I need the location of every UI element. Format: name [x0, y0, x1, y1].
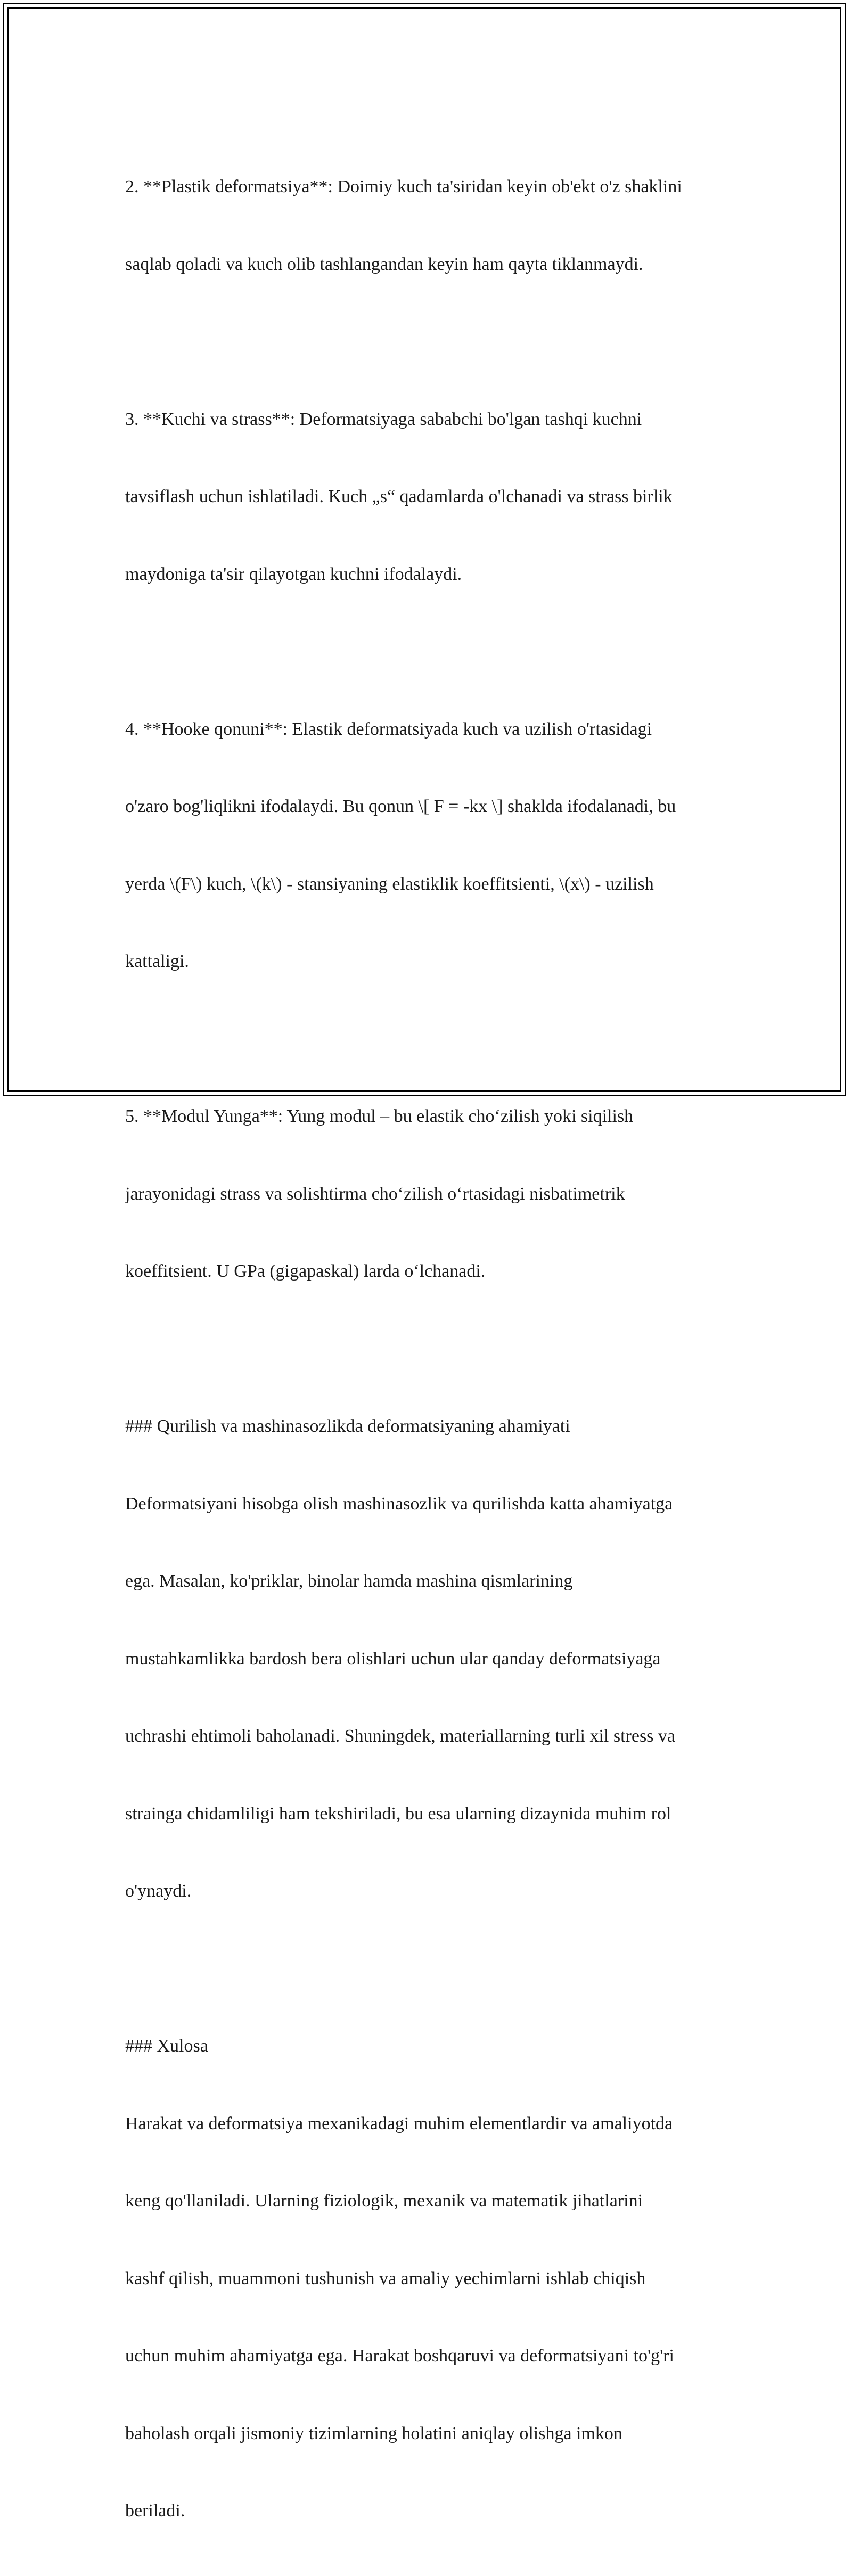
- text-line: 2. **Plastik deformatsiya**: Doimiy kuch ta'siridan keyin ob'ekt o'z shaklini: [125, 177, 682, 196]
- text-line: o'zaro bog'liqlikni ifodalaydi. Bu qonun \[ F = -kx \] shaklda ifodalanadi, bu: [125, 797, 676, 816]
- text-line: keng qo'llaniladi. Ularning fiziologik, mexanik va matematik jihatlarini: [125, 2191, 643, 2211]
- paragraph-hooke-law: [125, 665, 732, 1027]
- paragraph-force-and-stress: [125, 355, 732, 639]
- text-line: beriladi.: [125, 2501, 185, 2521]
- text-line: saqlab qoladi va kuch olib tashlangandan keyin ham qayta tiklanmaydi.: [125, 254, 643, 274]
- section-heading: ### Xulosa: [125, 2036, 208, 2056]
- paragraph-young-modulus: [125, 1052, 732, 1336]
- text-line: yerda \(F\) kuch, \(k\) - stansiyaning elastiklik koeffitsienti, \(x\) - uzilish: [125, 874, 654, 894]
- text-line: kattaligi.: [125, 951, 189, 971]
- text-line: strainga chidamliligi ham tekshiriladi, bu esa ularning dizaynida muhim rol: [125, 1803, 671, 1824]
- paragraph-conclusion-section: [125, 1982, 732, 2576]
- text-line: koeffitsient. U GPa (gigapaskal) larda o‘lchanadi.: [125, 1261, 486, 1281]
- text-line: ega. Masalan, ko'priklar, binolar hamda mashina qismlarining: [125, 1571, 573, 1591]
- text-line: jarayonidagi strass va solishtirma cho‘zilish o‘rtasidagi nisbatimetrik: [125, 1184, 625, 1204]
- text-line: 4. **Hooke qonuni**: Elastik deformatsiyada kuch va uzilish o'rtasidagi: [125, 719, 652, 739]
- paragraph-importance-section: [125, 1362, 732, 1956]
- text-line: 5. **Modul Yunga**: Yung modul – bu elastik cho‘zilish yoki siqilish: [125, 1106, 634, 1126]
- paragraph-plastic-deformation: [125, 122, 732, 329]
- text-line: baholash orqali jismoniy tizimlarning holatini aniqlay olishga imkon: [125, 2423, 622, 2443]
- text-line: kashf qilish, muammoni tushunish va amaliy yechimlarni ishlab chiqish: [125, 2268, 646, 2288]
- section-heading: ### Qurilish va mashinasozlikda deformatsiyaning ahamiyati: [125, 1416, 570, 1436]
- text-line: Harakat va deformatsiya mexanikadagi muhim elementlardir va amaliyotda: [125, 2113, 673, 2134]
- text-line: mustahkamlikka bardosh bera olishlari uchun ular qanday deformatsiyaga: [125, 1648, 661, 1669]
- text-line: uchun muhim ahamiyatga ega. Harakat boshqaruvi va deformatsiyani to'g'ri: [125, 2346, 674, 2366]
- text-line: o'ynaydi.: [125, 1881, 192, 1901]
- text-line: tavsiflash uchun ishlatiladi. Kuch „s“ qadamlarda o'lchanadi va strass birlik: [125, 487, 673, 506]
- document-body: [125, 122, 732, 2576]
- text-line: Deformatsiyani hisobga olish mashinasozlik va qurilishda katta ahamiyatga: [125, 1494, 673, 1514]
- text-line: 3. **Kuchi va strass**: Deformatsiyaga sababchi bo'lgan tashqi kuchni: [125, 409, 642, 429]
- text-line: uchrashi ehtimoli baholanadi. Shuningdek, materiallarning turli xil stress va: [125, 1726, 675, 1746]
- text-line: maydoniga ta'sir qilayotgan kuchni ifodalaydi.: [125, 564, 462, 584]
